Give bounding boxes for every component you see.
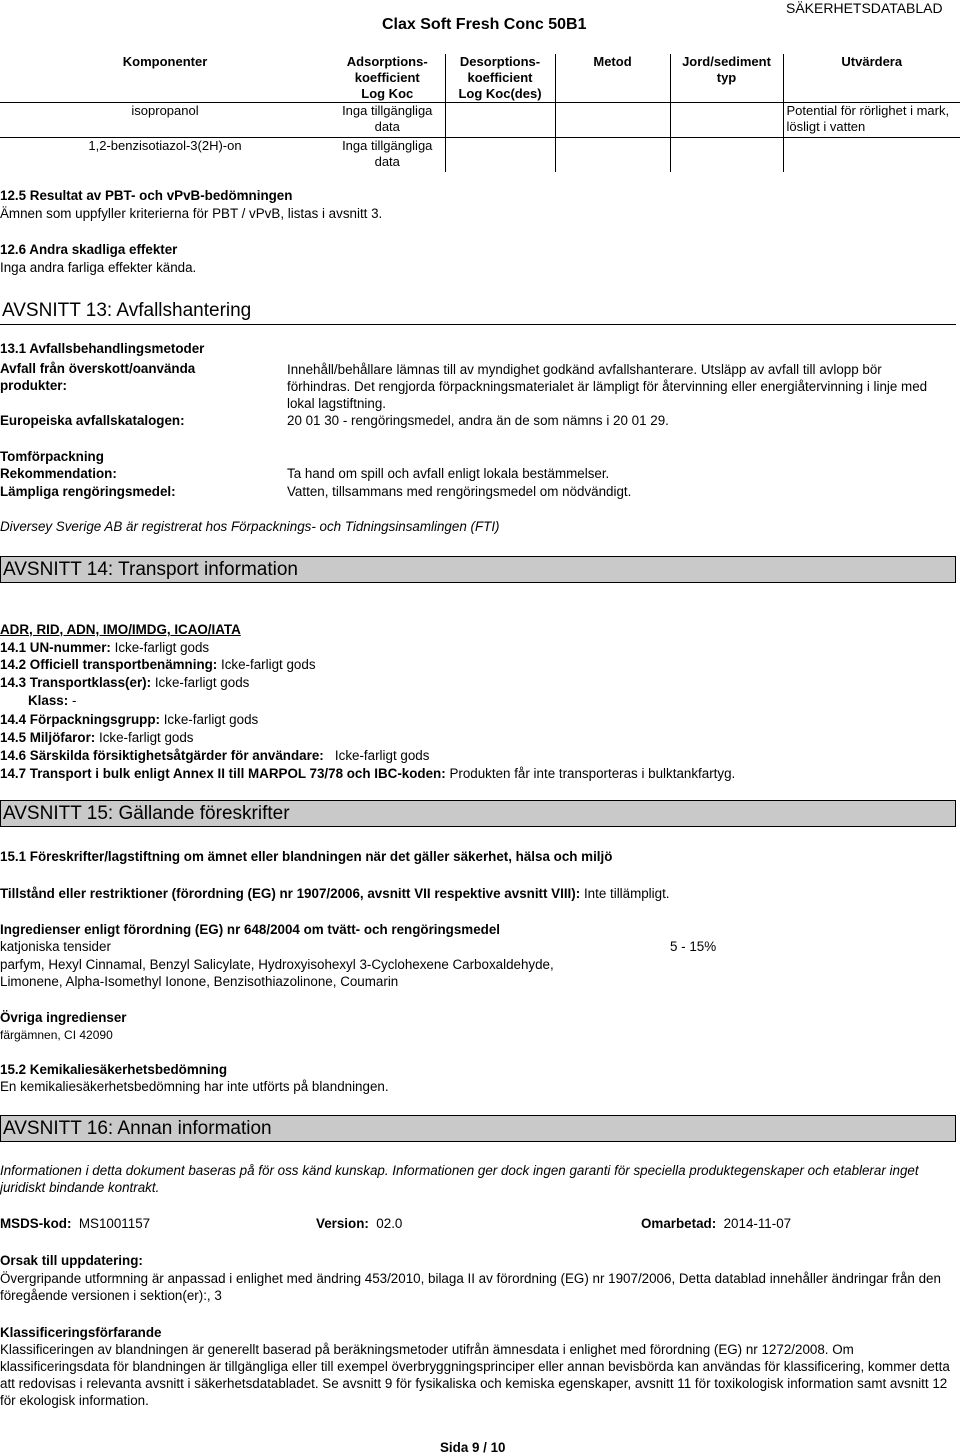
ingredient-range: 5 - 15%: [670, 939, 717, 954]
table-cell: [783, 138, 960, 172]
section-12-5-title: 12.5 Resultat av PBT- och vPvB-bedömningen: [0, 188, 293, 203]
ingredient-name: Limonene, Alpha-Isomethyl Ionone, Benzisothiazolinone, Coumarin: [0, 974, 399, 989]
section-12-6-title: 12.6 Andra skadliga effekter: [0, 242, 178, 257]
table-cell: Inga tillgängliga data: [330, 103, 445, 138]
table-header: Metod: [555, 54, 670, 103]
table-cell: [670, 103, 783, 138]
waste-label-2: produkter:: [0, 378, 67, 393]
cleaning-agent-label: Lämpliga rengöringsmedel:: [0, 484, 176, 499]
section-13-1-title: 13.1 Avfallsbehandlingsmetoder: [0, 341, 205, 356]
table-cell: Potential för rörlighet i mark, lösligt i vatten: [783, 103, 960, 138]
divider: [0, 324, 956, 325]
ingredient-name: katjoniska tensider: [0, 939, 111, 954]
transport-item: 14.1 UN-nummer: Icke-farligt gods: [0, 640, 210, 655]
version: Version: 02.0: [316, 1216, 403, 1231]
transport-regulations: ADR, RID, ADN, IMO/IMDG, ICAO/IATA: [0, 622, 241, 637]
permits-line: Tillstånd eller restriktioner (förordning (EG) nr 1907/2006, avsnitt VII respektive avsnitt VIII): Inte tillämpligt.: [0, 886, 670, 901]
revised-date: Omarbetad: 2014-11-07: [641, 1216, 792, 1231]
section-15-2-text: En kemikaliesäkerhetsbedömning har inte utförts på blandningen.: [0, 1079, 389, 1094]
waste-value: Innehåll/behållare lämnas till av myndighet godkänd avfallshanterare. Utsläpp av avfall till avlopp bör förhindras. Det rengjorda förpackningsmaterialet är lämpligt för återvinning eller energiåtervinning i linje med lokal lagstiftning.: [287, 362, 928, 411]
ingredients-title: Ingredienser enligt förordning (EG) nr 648/2004 om tvätt- och rengöringsmedel: [0, 922, 501, 937]
empty-pack-label: Tomförpackning: [0, 449, 104, 464]
section-15-2-title: 15.2 Kemikaliesäkerhetsbedömning: [0, 1062, 227, 1077]
table-header: Jord/sediment typ: [670, 54, 783, 103]
document-type: SÄKERHETSDATABLAD: [786, 0, 943, 16]
update-reason-label: Orsak till uppdatering:: [0, 1253, 143, 1268]
table-header: Komponenter: [122, 54, 208, 69]
transport-item: 14.2 Officiell transportbenämning: Icke-farligt gods: [0, 657, 316, 672]
table-cell: [555, 138, 670, 172]
classification-text: Klassificeringen av blandningen är generellt baserad på beräkningsmetoder utifrån ämnesdata i enlighet med förordning (EG) nr 1272/2008. Om klassificeringsdata för blandningen är tillgängliga eller till exempel överbryggningsprinciper eller annan bevisbörda kan användas för klassificering, kommer detta att redovisas i relevanta avsnitt i säkerhetsdatabladet. Se avsnitt 9 för fysikaliska och kemiska egenskaper, avsnitt 11 för toxikologisk information samt avsnitt 12 för ekologisk information.: [0, 1342, 950, 1408]
table-cell: Inga tillgängliga data: [330, 138, 445, 172]
table-cell: 1,2-benzisotiazol-3(2H)-on: [0, 138, 330, 172]
recommendation-label: Rekommendation:: [0, 466, 117, 481]
section-16-info: Informationen i detta dokument baseras på för oss känd kunskap. Informationen ger dock ingen garanti för speciella produktegenskaper och etablerar inget juridiskt bindande kontrakt.: [0, 1163, 919, 1195]
table-cell: [445, 103, 555, 138]
eu-catalog-label: Europeiska avfallskatalogen:: [0, 413, 185, 428]
fti-note: Diversey Sverige AB är registrerat hos Förpacknings- och Tidningsinsamlingen (FTI): [0, 519, 500, 534]
table-cell: [445, 138, 555, 172]
table-header: Adsorptions- koefficient Log Koc: [346, 54, 428, 101]
section-15-1-title: 15.1 Föreskrifter/lagstiftning om ämnet eller blandningen när det gäller säkerhet, hälsa och miljö: [0, 849, 613, 864]
cleaning-agent-value: Vatten, tillsammans med rengöringsmedel om nödvändigt.: [287, 484, 632, 499]
table-row: [0, 103, 960, 138]
transport-item: 14.4 Förpackningsgrupp: Icke-farligt gods: [0, 712, 259, 727]
section-12-5-text: Ämnen som uppfyller kriterierna för PBT / vPvB, listas i avsnitt 3.: [0, 206, 383, 221]
page-number: Sida 9 / 10: [440, 1440, 506, 1455]
table-header: Utvärdera: [783, 54, 960, 103]
table-cell: [670, 138, 783, 172]
transport-item: 14.3 Transportklass(er): Icke-farligt gods: [0, 675, 250, 690]
components-table: [0, 54, 960, 172]
classification-label: Klassificeringsförfarande: [0, 1325, 162, 1340]
transport-item: 14.7 Transport i bulk enligt Annex II till MARPOL 73/78 och IBC-koden: Produkten får inte transporteras i bulktankfartyg.: [0, 766, 736, 781]
section-16-heading: AVSNITT 16: Annan information: [0, 1115, 956, 1142]
table-cell: isopropanol: [0, 103, 330, 138]
other-ingredients-value: färgämnen, CI 42090: [0, 1028, 113, 1042]
table-cell: [555, 103, 670, 138]
transport-item: 14.5 Miljöfaror: Icke-farligt gods: [0, 730, 194, 745]
table-header: Desorptions- koefficient Log Koc(des): [445, 54, 555, 103]
section-14-heading: AVSNITT 14: Transport information: [0, 556, 956, 583]
transport-item: Klass: -: [28, 693, 77, 708]
ingredient-name: parfym, Hexyl Cinnamal, Benzyl Salicylate, Hydroxyisohexyl 3-Cyclohexene Carboxaldehyde,: [0, 957, 554, 972]
update-reason-text: Övergripande utformning är anpassad i enlighet med ändring 453/2010, bilaga II av förordning (EG) nr 1907/2006, Detta datablad innehåller ändringar från den föregående versionen i sektion(er):, 3: [0, 1271, 941, 1303]
waste-label-1: Avfall från överskott/oanvända: [0, 361, 196, 376]
transport-item: 14.6 Särskilda försiktighetsåtgärder för användare: Icke-farligt gods: [0, 748, 430, 763]
recommendation-value: Ta hand om spill och avfall enligt lokala bestämmelser.: [287, 466, 610, 481]
section-12-6-text: Inga andra farliga effekter kända.: [0, 260, 197, 275]
eu-catalog-value: 20 01 30 - rengöringsmedel, andra än de som nämns i 20 01 29.: [287, 413, 669, 428]
msds-code: MSDS-kod: MS1001157: [0, 1216, 151, 1231]
table-row: [0, 138, 960, 172]
other-ingredients-title: Övriga ingredienser: [0, 1010, 127, 1025]
section-15-heading: AVSNITT 15: Gällande föreskrifter: [0, 800, 956, 827]
section-13-heading: AVSNITT 13: Avfallshantering: [2, 300, 252, 321]
document-title: Clax Soft Fresh Conc 50B1: [382, 16, 587, 33]
